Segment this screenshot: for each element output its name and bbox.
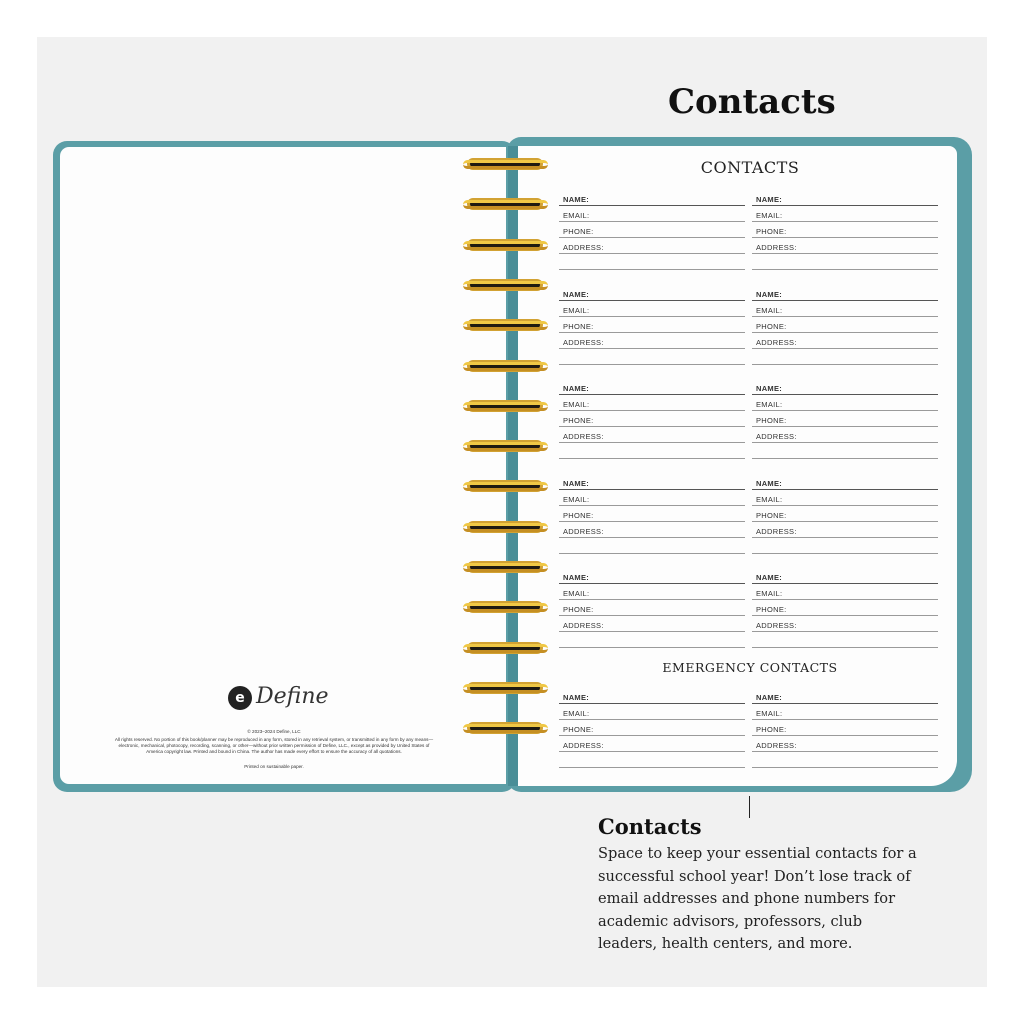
contact-field-label: NAME:: [563, 693, 590, 702]
contact-field-label: NAME:: [756, 693, 783, 702]
contact-card: [752, 285, 938, 365]
rights-text: All rights reserved. No portion of this book/planner may be reproduced in any form, stored in any retrieval system, or transmitted in any form by any means—electronic, mechanical, photocopy, recording, scanning, or other—without prior written permission of Define, LLC., except as provided by United States of America copyright law. Printed and bound in China. The author has made every effort to ensure the accuracy of all quotations.: [114, 737, 434, 754]
contact-field-label: PHONE:: [563, 227, 594, 236]
spiral-ring: [463, 720, 548, 737]
contact-field-line: [752, 474, 938, 490]
contact-field-label: NAME:: [563, 290, 590, 299]
contact-field-label: NAME:: [563, 573, 590, 582]
contact-field-label: ADDRESS:: [756, 432, 797, 441]
contact-field-label: EMAIL:: [563, 709, 590, 718]
contact-field-label: EMAIL:: [756, 709, 783, 718]
contact-field-label: PHONE:: [563, 322, 594, 331]
contact-card: [752, 379, 938, 459]
contact-field-line: [752, 736, 938, 752]
contact-blank-line: [559, 752, 745, 768]
spiral-ring: [463, 317, 548, 334]
contact-field-label: PHONE:: [756, 227, 787, 236]
contact-field-line: [559, 411, 745, 427]
contact-field-line: [752, 285, 938, 301]
emergency-contacts-heading: EMERGENCY CONTACTS: [662, 660, 838, 675]
contact-field-label: ADDRESS:: [756, 338, 797, 347]
spiral-ring: [463, 237, 548, 254]
contact-field-label: ADDRESS:: [563, 741, 604, 750]
contact-field-line: [752, 490, 938, 506]
contact-field-label: EMAIL:: [563, 589, 590, 598]
contact-field-label: EMAIL:: [756, 400, 783, 409]
contact-field-line: [559, 222, 745, 238]
contact-blank-line: [559, 632, 745, 648]
contact-blank-line: [752, 443, 938, 459]
contact-field-line: [752, 600, 938, 616]
contact-field-label: EMAIL:: [563, 400, 590, 409]
spiral-ring: [463, 680, 548, 697]
spiral-ring: [463, 156, 548, 173]
spiral-ring: [463, 599, 548, 616]
contact-field-line: [559, 522, 745, 538]
contact-card: [559, 285, 745, 365]
contact-field-line: [559, 688, 745, 704]
contact-blank-line: [559, 538, 745, 554]
contact-blank-line: [752, 254, 938, 270]
spiral-ring: [463, 559, 548, 576]
contact-field-label: NAME:: [756, 384, 783, 393]
contact-field-label: ADDRESS:: [756, 243, 797, 252]
contact-field-label: ADDRESS:: [563, 432, 604, 441]
contact-field-line: [559, 490, 745, 506]
contact-field-label: NAME:: [756, 573, 783, 582]
emergency-contact-card: [559, 688, 745, 768]
caption-title: Contacts: [598, 814, 702, 839]
contact-field-label: ADDRESS:: [563, 243, 604, 252]
contact-field-line: [752, 206, 938, 222]
contact-card: [559, 379, 745, 459]
contact-blank-line: [559, 443, 745, 459]
contact-field-label: PHONE:: [756, 322, 787, 331]
spiral-ring: [463, 398, 548, 415]
spiral-ring: [463, 478, 548, 495]
contact-field-line: [752, 568, 938, 584]
contact-blank-line: [559, 254, 745, 270]
contact-field-line: [559, 600, 745, 616]
contact-field-line: [559, 506, 745, 522]
contact-field-line: [559, 474, 745, 490]
contact-card: [752, 190, 938, 270]
contact-field-line: [559, 568, 745, 584]
contact-field-line: [559, 720, 745, 736]
contact-field-line: [752, 317, 938, 333]
contact-field-label: NAME:: [563, 384, 590, 393]
contact-blank-line: [559, 349, 745, 365]
contact-field-line: [559, 736, 745, 752]
contact-field-label: PHONE:: [563, 725, 594, 734]
contact-field-line: [559, 206, 745, 222]
contact-field-label: ADDRESS:: [756, 621, 797, 630]
contact-field-line: [559, 190, 745, 206]
contact-field-label: EMAIL:: [756, 495, 783, 504]
contact-field-label: NAME:: [563, 479, 590, 488]
contact-field-line: [752, 688, 938, 704]
contact-field-line: [752, 379, 938, 395]
contact-field-label: PHONE:: [563, 511, 594, 520]
contact-field-line: [752, 395, 938, 411]
contact-field-line: [752, 301, 938, 317]
paper-note: Printed on sustainable paper.: [244, 764, 304, 769]
contact-field-line: [752, 506, 938, 522]
contact-field-label: PHONE:: [563, 416, 594, 425]
contact-field-label: EMAIL:: [563, 306, 590, 315]
brand-name: Define: [256, 684, 329, 709]
contact-field-line: [559, 616, 745, 632]
contact-field-line: [752, 190, 938, 206]
spiral-ring: [463, 640, 548, 657]
spiral-ring: [463, 196, 548, 213]
contact-field-line: [559, 704, 745, 720]
contact-field-line: [752, 427, 938, 443]
define-logo-mark-icon: e: [228, 686, 252, 710]
contact-field-label: PHONE:: [756, 511, 787, 520]
contact-field-label: EMAIL:: [563, 211, 590, 220]
contact-field-label: PHONE:: [756, 416, 787, 425]
contact-field-label: NAME:: [756, 479, 783, 488]
spiral-ring: [463, 358, 548, 375]
contact-field-line: [752, 704, 938, 720]
contact-field-label: ADDRESS:: [756, 741, 797, 750]
copyright-line: © 2023–2024 Define, LLC: [247, 729, 301, 734]
contact-card: [559, 190, 745, 270]
contact-card: [752, 568, 938, 648]
contact-field-label: ADDRESS:: [563, 621, 604, 630]
contact-blank-line: [752, 349, 938, 365]
contact-field-line: [752, 333, 938, 349]
contact-field-line: [559, 333, 745, 349]
contact-field-label: NAME:: [563, 195, 590, 204]
contact-blank-line: [752, 752, 938, 768]
caption-body: Space to keep your essential contacts for a successful school year! Don’t lose track of email addresses and phone numbers for academic advisors, professors, club leaders, health centers, and more.: [598, 845, 917, 952]
contact-field-label: EMAIL:: [756, 211, 783, 220]
contact-field-line: [752, 720, 938, 736]
emergency-contact-card: [752, 688, 938, 768]
spiral-ring: [463, 438, 548, 455]
contact-field-line: [752, 222, 938, 238]
contact-field-label: ADDRESS:: [563, 338, 604, 347]
spiral-ring: [463, 277, 548, 294]
contact-field-label: ADDRESS:: [756, 527, 797, 536]
contact-field-label: EMAIL:: [756, 306, 783, 315]
contact-field-line: [752, 238, 938, 254]
contact-field-line: [559, 301, 745, 317]
contact-field-label: PHONE:: [756, 725, 787, 734]
contact-field-line: [559, 379, 745, 395]
contact-blank-line: [752, 632, 938, 648]
contact-field-line: [559, 317, 745, 333]
contacts-heading: CONTACTS: [700, 158, 800, 177]
contact-field-label: EMAIL:: [756, 589, 783, 598]
contact-field-line: [559, 584, 745, 600]
contact-card: [559, 568, 745, 648]
contact-field-label: ADDRESS:: [563, 527, 604, 536]
contact-field-line: [559, 285, 745, 301]
contact-field-line: [752, 411, 938, 427]
contact-field-label: NAME:: [756, 290, 783, 299]
spiral-ring: [463, 519, 548, 536]
contact-field-line: [752, 522, 938, 538]
define-logo: [228, 684, 328, 714]
contact-field-label: PHONE:: [756, 605, 787, 614]
contact-field-label: EMAIL:: [563, 495, 590, 504]
caption-leader-line: [749, 796, 750, 818]
contact-field-line: [752, 616, 938, 632]
contact-field-label: NAME:: [756, 195, 783, 204]
contact-field-line: [559, 427, 745, 443]
contact-field-label: PHONE:: [563, 605, 594, 614]
contact-field-line: [559, 395, 745, 411]
contact-field-line: [559, 238, 745, 254]
contact-field-line: [752, 584, 938, 600]
contact-card: [559, 474, 745, 554]
contact-card: [752, 474, 938, 554]
contact-blank-line: [752, 538, 938, 554]
